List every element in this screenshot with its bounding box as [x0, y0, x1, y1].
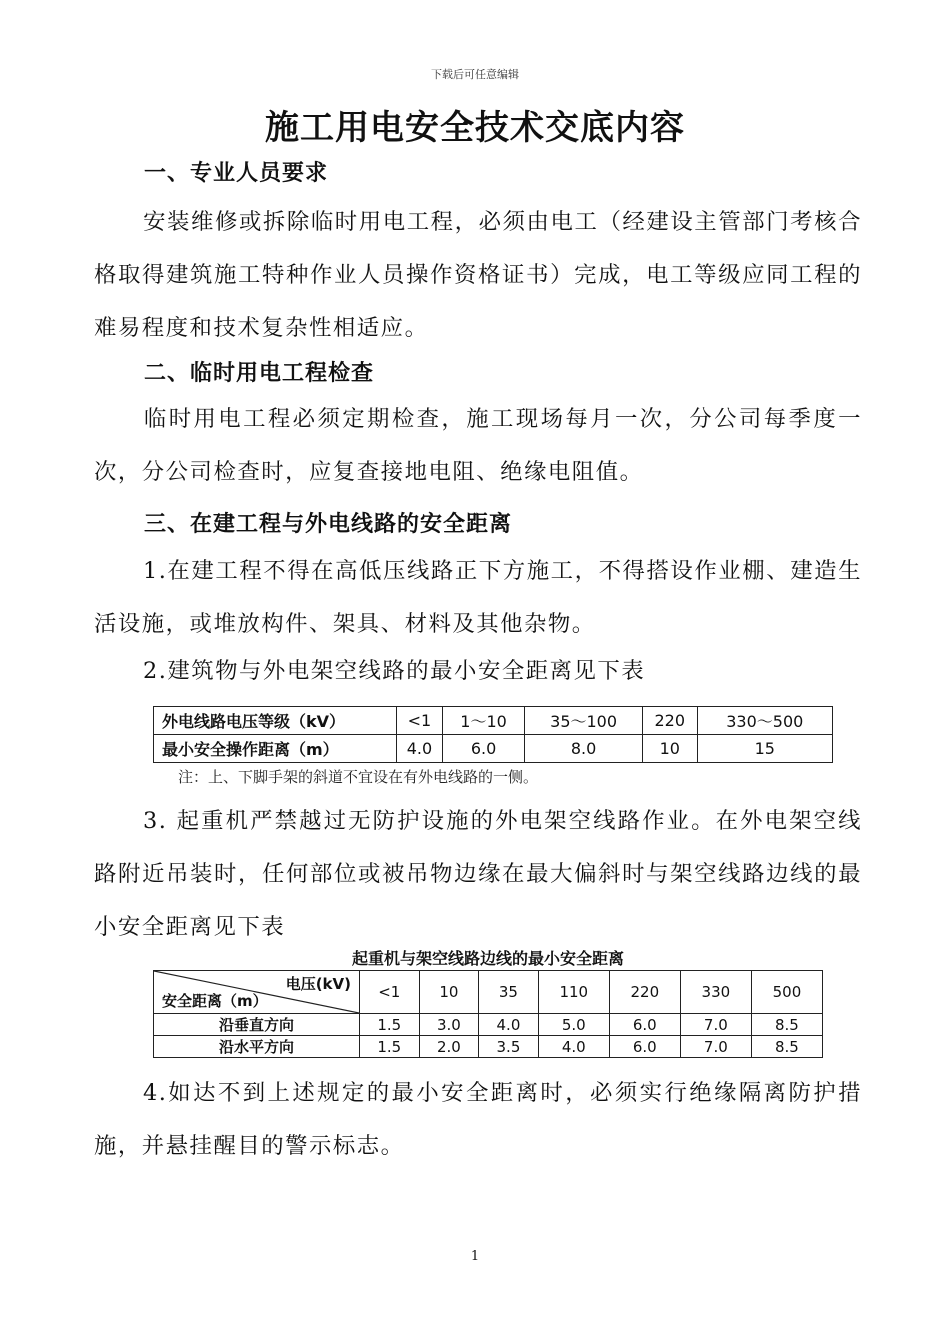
section-heading-3: 三、在建工程与外电线路的安全距离	[144, 511, 513, 537]
table-cell: 8.5	[751, 1014, 822, 1036]
table-header-cell: 35	[479, 971, 539, 1014]
table-header-cell: 110	[538, 971, 609, 1014]
row-label-cell: 沿水平方向	[154, 1036, 360, 1058]
table-cell: 330～500	[697, 707, 832, 735]
table-cell: 3.5	[479, 1036, 539, 1058]
table-header-cell: 220	[609, 971, 680, 1014]
section-body-1: 安装维修或拆除临时用电工程，必须由电工（经建设主管部门考核合格取得建筑施工特种作业人员操作资格证书）完成，电工等级应同工程的难易程度和技术复杂性相适应。	[94, 209, 862, 341]
section3-item-1: 1.在建工程不得在高低压线路正下方施工，不得搭设作业棚、建造生活设施，或堆放构件、架具、材料及其他杂物。	[94, 558, 862, 637]
section-heading-1: 一、专业人员要求	[144, 160, 329, 186]
table-header-cell: <1	[360, 971, 420, 1014]
table-cell: 4.0	[538, 1036, 609, 1058]
table-cell: 1.5	[360, 1014, 420, 1036]
table-cell: 10	[642, 735, 697, 763]
table-cell: 1～10	[442, 707, 524, 735]
table-cell: 8.5	[751, 1036, 822, 1058]
table-cell: 15	[697, 735, 832, 763]
table-row	[154, 1014, 823, 1036]
crane-table-caption: 起重机与架空线路边线的最小安全距离	[351, 949, 624, 968]
table-cell: 6.0	[609, 1014, 680, 1036]
table-cell: 2.0	[419, 1036, 479, 1058]
header-note: 下载后可任意编辑	[431, 68, 519, 81]
table-cell: 6.0	[609, 1036, 680, 1058]
table-cell: 5.0	[538, 1014, 609, 1036]
table-cell: 7.0	[680, 1014, 751, 1036]
table-cell: 1.5	[360, 1036, 420, 1058]
section3-item-4: 4.如达不到上述规定的最小安全距离时，必须实行绝缘隔离防护措施，并悬挂醒目的警示标志。	[94, 1080, 862, 1159]
diagonal-header-cell	[154, 971, 360, 1014]
table-cell: 4.0	[397, 735, 443, 763]
table-row	[154, 1036, 823, 1058]
table-cell: 6.0	[442, 735, 524, 763]
section3-item-2: 2.建筑物与外电架空线路的最小安全距离见下表	[143, 658, 646, 684]
table-note: 注：上、下脚手架的斜道不宜设在有外电线路的一侧。	[178, 768, 539, 786]
table-row	[154, 735, 833, 763]
table-header-cell: 外电线路电压等级（kV）	[154, 707, 397, 735]
section-heading-2: 二、临时用电工程检查	[144, 360, 375, 386]
table-cell: 220	[642, 707, 697, 735]
page-number: 1	[470, 1249, 480, 1264]
table-header-cell: 最小安全操作距离（m）	[154, 735, 397, 763]
table-cell: 35～100	[525, 707, 643, 735]
section3-item-3: 3. 起重机严禁越过无防护设施的外电架空线路作业。在外电架空线路附近吊装时，任何部位或被吊物边缘在最大偏斜时与架空线路边线的最小安全距离见下表	[94, 808, 862, 940]
document-title: 施工用电安全技术交底内容	[265, 108, 685, 148]
table-cell: 4.0	[479, 1014, 539, 1036]
table-row	[154, 971, 823, 1014]
table-header-cell: 10	[419, 971, 479, 1014]
table-cell: 7.0	[680, 1036, 751, 1058]
table-header-cell: 330	[680, 971, 751, 1014]
section-body-2: 临时用电工程必须定期检查，施工现场每月一次，分公司每季度一次，分公司检查时，应复查接地电阻、绝缘电阻值。	[94, 406, 862, 485]
table-header-cell: 500	[751, 971, 822, 1014]
table-cell: <1	[397, 707, 443, 735]
building-safety-distance-table	[153, 706, 833, 763]
table-cell: 8.0	[525, 735, 643, 763]
table-row	[154, 707, 833, 735]
table-cell: 3.0	[419, 1014, 479, 1036]
corner-top-label: 电压(kV)	[285, 975, 351, 993]
crane-safety-distance-table	[153, 970, 823, 1058]
row-label-cell: 沿垂直方向	[154, 1014, 360, 1036]
corner-bottom-label: 安全距离（m）	[162, 992, 268, 1010]
